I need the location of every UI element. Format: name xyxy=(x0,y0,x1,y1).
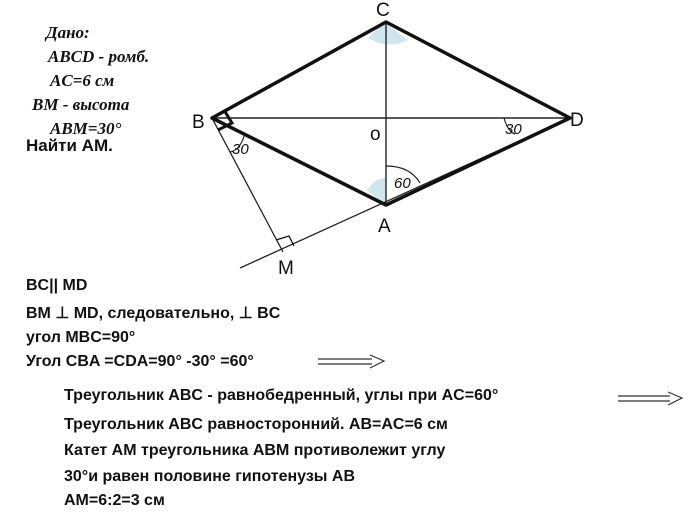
conclusion-line-5: AM=6:2=3 см xyxy=(64,492,165,509)
conclusion-line-3: Катет AM треугольника ABM противолежит углу xyxy=(64,442,446,459)
label-b: B xyxy=(192,112,205,133)
find-text: Найти AM. xyxy=(26,136,113,155)
given-bm: BM - высота xyxy=(32,95,130,114)
conclusion-line-1: Треугольник ABC - равнобедренный, углы при AC=60° xyxy=(64,387,499,404)
solution-line-2: BM ⊥ MD, следовательно, ⊥ BC xyxy=(26,305,281,322)
solution-line-4: Угол CBA =CDA=90° -30° =60° xyxy=(26,353,254,370)
label-m: M xyxy=(278,258,294,279)
label-c: C xyxy=(376,0,390,21)
given-ac: AC=6 см xyxy=(50,71,115,90)
given-rhombus: ABCD - ромб. xyxy=(48,47,150,66)
label-o: o xyxy=(370,124,381,145)
arrow-2 xyxy=(618,392,682,405)
angle-label-oac: 60 xyxy=(394,175,411,192)
angle-shade-c xyxy=(368,22,408,45)
label-d: D xyxy=(570,110,584,131)
label-a: A xyxy=(378,216,391,237)
rhombus-abcd xyxy=(212,22,570,205)
solution-line-1: BC|| MD xyxy=(26,277,88,294)
angle-label-odc: 30 xyxy=(505,121,522,138)
conclusion-line-2: Треугольник ABC равносторонний. AB=AC=6 см xyxy=(64,416,448,433)
arrow-1 xyxy=(318,355,384,368)
given-title: Дано: xyxy=(46,23,90,42)
solution-line-3: угол MBC=90° xyxy=(26,329,136,346)
height-bm xyxy=(212,118,283,252)
conclusion-line-4: 30°и равен половине гипотенузы AB xyxy=(64,468,356,485)
given-abm: ABM=30° xyxy=(50,119,122,138)
angle-label-abm: 30 xyxy=(232,141,249,158)
